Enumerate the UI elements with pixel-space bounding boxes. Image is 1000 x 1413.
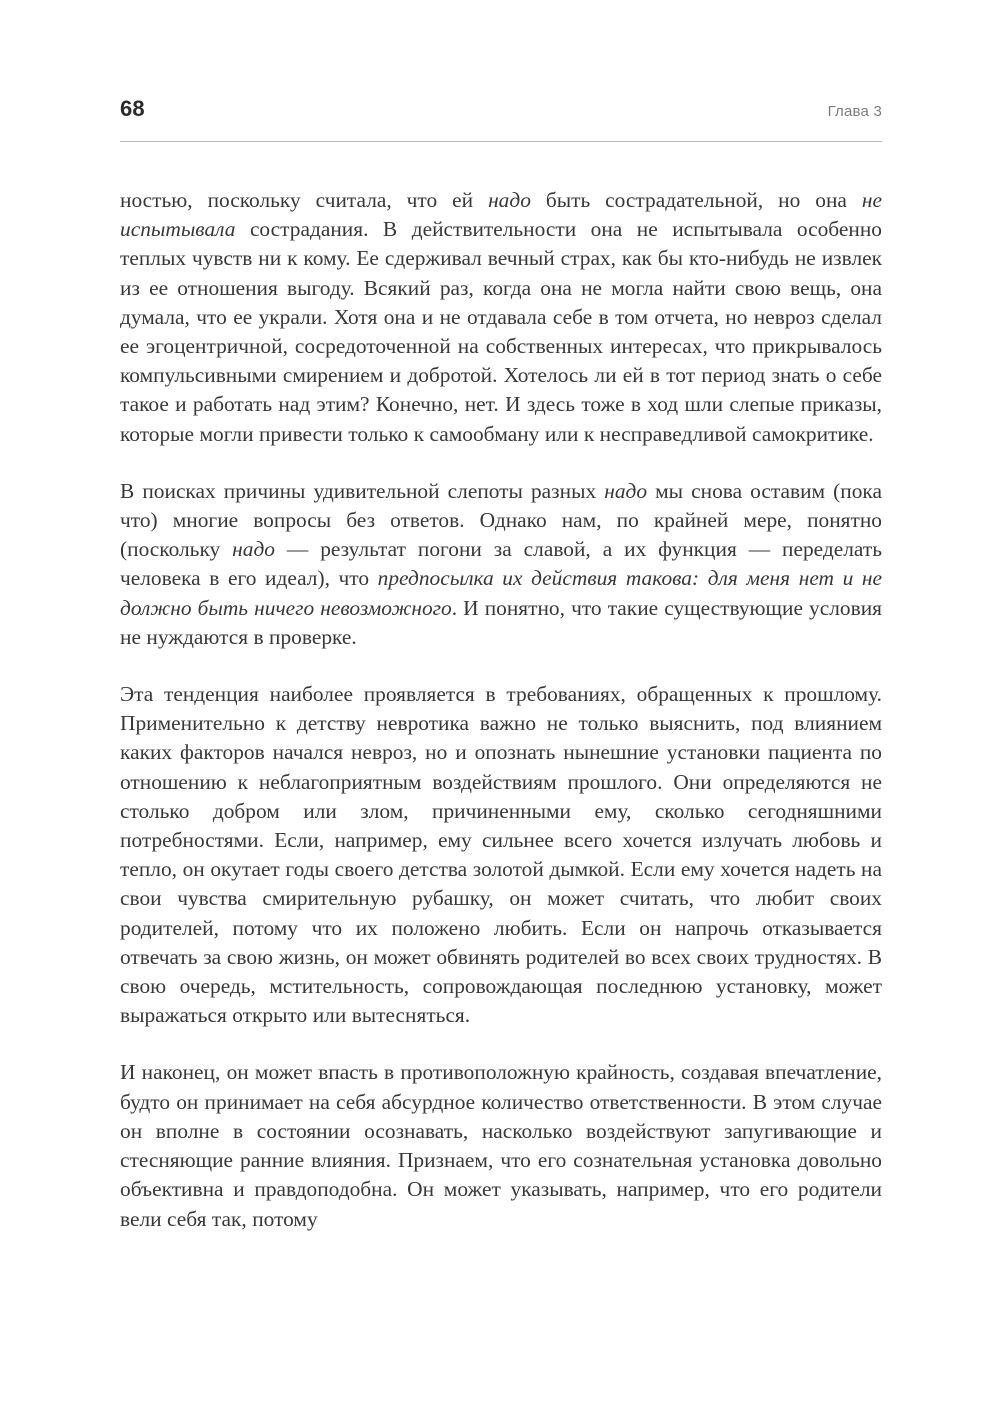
paragraph: ностью, поскольку считала, что ей надо быть сострадательной, но она не испытывала сострадания. В действительности она не испытывала особенно теплых чувств ни к кому. Ее сдерживал вечный страх, как бы кто-нибудь не извлек из ее отношения выгоду. Всякий раз, когда она не могла найти свою вещь, она думала, что ее украли. Хотя она и не отдавала себе в том отчета, но невроз сделал ее эгоцентричной, сосредоточенной на собственных интересах, что прикрывалось компульсивными смирением и добротой. Хотелось ли ей в тот период знать о себе такое и работать над этим? Конечно, нет. И здесь тоже в ход шли слепые приказы, которые могли привести только к самообману или к несправедливой самокритике. [120, 188, 882, 446]
paragraph: В поисках причины удивительной слепоты разных надо мы снова оставим (пока что) многие вопросы без ответов. Однако нам, по крайней мере, понятно (поскольку надо — результат погони за славой, а их функция — переделать человека в его идеал), что предпосылка их действия такова: для меня нет и не должно быть ничего невозможного. И понятно, что такие существующие условия не нуждаются в проверке. [120, 478, 882, 649]
body-text-column [120, 186, 882, 1234]
paragraph: Эта тенденция наиболее проявляется в требованиях, обращенных к прошлому. Применительно к детству невротика важно не только выяснить, под влиянием каких факторов начался невроз, но и опознать нынешние установки пациента по отношению к неблагоприятным воздействиям прошлого. Они определяются не столько добром или злом, причиненными ему, сколько сегодняшними потребностями. Если, например, ему сильнее всего хочется излучать любовь и тепло, он окутает годы своего детства золотой дымкой. Если ему хочется надеть на свои чувства смирительную рубашку, он может считать, что любит своих родителей, потому что их положено любить. Если он напрочь отказывается отвечать за свою жизнь, он может обвинять родителей во всех своих трудностях. В свою очередь, мстительность, сопровождающая последнюю установку, может выражаться открыто или вытесняться. [120, 682, 882, 1028]
page-number: 68 [120, 96, 145, 121]
running-head [120, 98, 882, 142]
paragraph: И наконец, он может впасть в противоположную крайность, создавая впечатление, будто он принимает на себя абсурдное количество ответственности. В этом случае он вполне в состоянии осознавать, насколько воздействуют запугивающие и стесняющие ранние влияния. Признаем, что его сознательная установка довольно объективна и правдоподобна. Он может указывать, например, что его родители вели себя так, потому [120, 1060, 882, 1231]
chapter-label: Глава 3 [827, 103, 882, 120]
header-divider [120, 141, 882, 142]
